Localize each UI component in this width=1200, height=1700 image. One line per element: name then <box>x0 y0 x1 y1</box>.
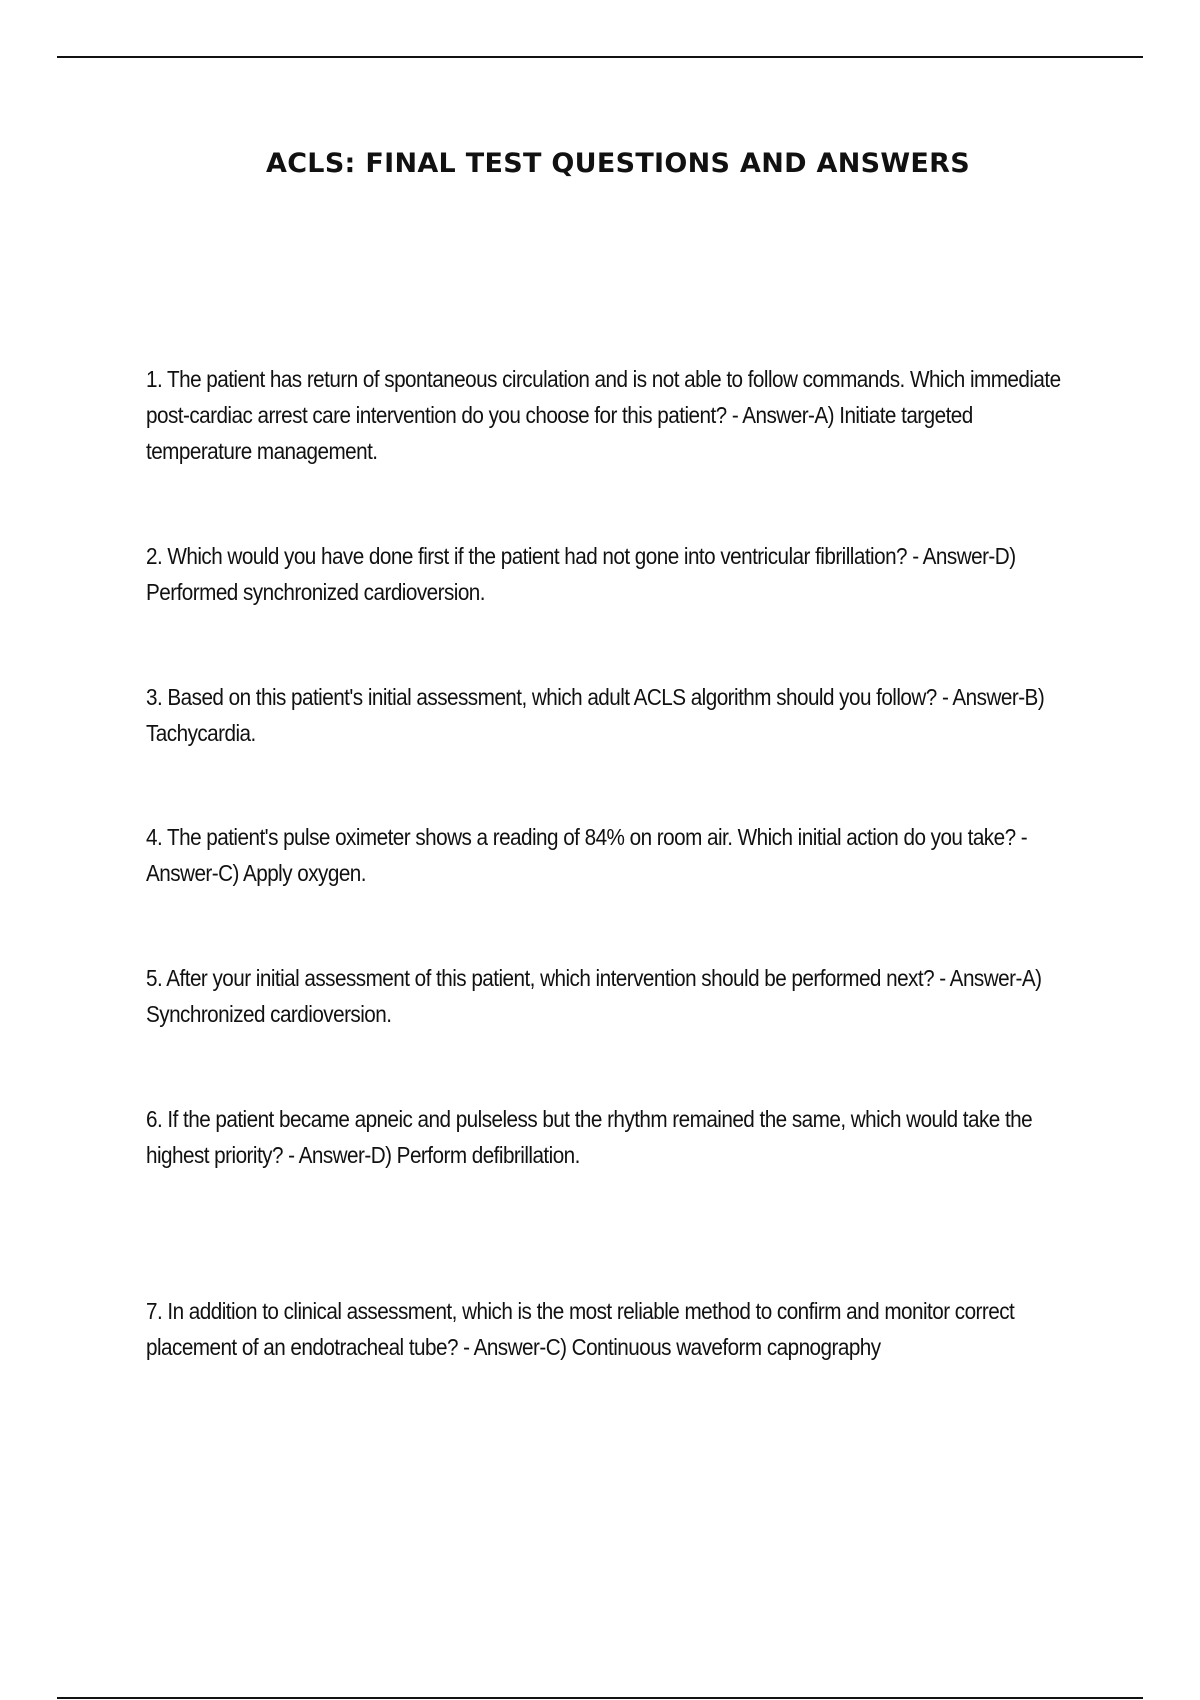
question-answer-item: 5. After your initial assessment of this patient, which intervention should be performed next? - Answer-A) Synchronized cardioversion. <box>146 965 1042 1027</box>
question-answer-item: 1. The patient has return of spontaneous circulation and is not able to follow commands. Which immediate post-cardiac arrest care intervention do you choose for this patient? - Answer-A) Initiate targeted temperature management. <box>146 366 1061 464</box>
top-divider <box>57 56 1143 58</box>
document-title: ACLS: FINAL TEST QUESTIONS AND ANSWERS <box>266 148 970 179</box>
question-answer-item: 7. In addition to clinical assessment, which is the most reliable method to confirm and monitor correct placement of an endotracheal tube? - Answer-C) Continuous waveform capnography <box>146 1298 1015 1360</box>
question-answer-item: 6. If the patient became apneic and pulseless but the rhythm remained the same, which would take the highest priority? - Answer-D) Perform defibrillation. <box>146 1106 1033 1168</box>
question-answer-item: 2. Which would you have done first if the patient had not gone into ventricular fibrillation? - Answer-D) Performed synchronized cardioversion. <box>146 543 1016 605</box>
bottom-divider <box>57 1697 1143 1699</box>
question-answer-item: 3. Based on this patient's initial assessment, which adult ACLS algorithm should you follow? - Answer-B) Tachycardia. <box>146 684 1045 746</box>
question-answer-item: 4. The patient's pulse oximeter shows a reading of 84% on room air. Which initial action do you take? - Answer-C) Apply oxygen. <box>146 824 1028 886</box>
